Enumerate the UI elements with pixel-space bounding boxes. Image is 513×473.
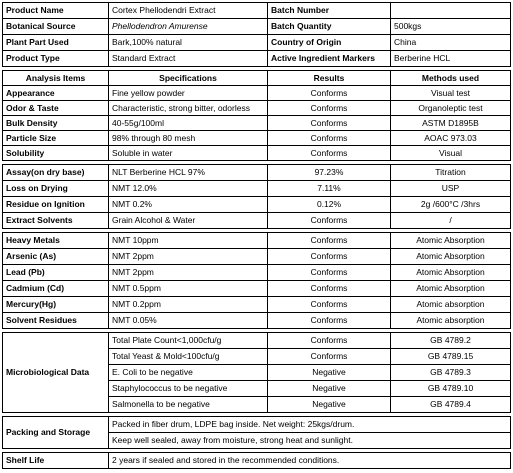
method: GB 4789.2 [391, 333, 511, 349]
specification: NLT Berberine HCL 97% [109, 165, 268, 181]
result: Conforms [268, 313, 391, 329]
analysis-item: Particle Size [3, 131, 109, 146]
method: Atomic Absorption [391, 233, 511, 249]
table-row [3, 233, 511, 249]
table-row [3, 333, 511, 349]
column-header-methods: Methods used [391, 71, 511, 86]
specification: NMT 0.05% [109, 313, 268, 329]
analysis-item: Odor & Taste [3, 101, 109, 116]
method: Atomic Absorption [391, 249, 511, 265]
table-row [3, 146, 511, 161]
method: Atomic Absorption [391, 281, 511, 297]
info-key: Botanical Source [3, 19, 109, 35]
result: 97.23% [268, 165, 391, 181]
packing-line-2: Keep well sealed, away from moisture, strong heat and sunlight. [109, 433, 511, 449]
info-key: Batch Number [268, 3, 391, 19]
info-value: Bark,100% natural [109, 35, 268, 51]
method: Visual [391, 146, 511, 161]
info-value [391, 3, 511, 19]
result: Negative [268, 397, 391, 413]
specification: NMT 0.5ppm [109, 281, 268, 297]
result: 0.12% [268, 197, 391, 213]
analysis-item: Solubility [3, 146, 109, 161]
analysis-item: Cadmium (Cd) [3, 281, 109, 297]
shelf-life-label: Shelf Life [3, 453, 109, 469]
analysis-item: Arsenic (As) [3, 249, 109, 265]
table-row [3, 101, 511, 116]
table-row [3, 249, 511, 265]
info-row [3, 51, 511, 67]
method: GB 4789.3 [391, 365, 511, 381]
analysis-item: Bulk Density [3, 116, 109, 131]
info-key: Plant Part Used [3, 35, 109, 51]
table-row [3, 86, 511, 101]
table-row [3, 213, 511, 229]
result: Negative [268, 365, 391, 381]
specification: NMT 0.2ppm [109, 297, 268, 313]
analysis-item: Heavy Metals [3, 233, 109, 249]
result: Conforms [268, 265, 391, 281]
table-row [3, 181, 511, 197]
specification: E. Coli to be negative [109, 365, 268, 381]
method: GB 4789.4 [391, 397, 511, 413]
table-row [3, 297, 511, 313]
analysis-item: Residue on Ignition [3, 197, 109, 213]
coa-document [2, 2, 510, 469]
method: AOAC 973.03 [391, 131, 511, 146]
specification: 98% through 80 mesh [109, 131, 268, 146]
specification: NMT 2ppm [109, 265, 268, 281]
column-header-row [3, 71, 511, 86]
table-row [3, 417, 511, 433]
table-row [3, 281, 511, 297]
method: USP [391, 181, 511, 197]
method: / [391, 213, 511, 229]
table-row [3, 131, 511, 146]
analysis-item: Mercury(Hg) [3, 297, 109, 313]
analysis-item: Extract Solvents [3, 213, 109, 229]
shelf-life-text: 2 years if sealed and stored in the recommended conditions. [109, 453, 511, 469]
table-row [3, 313, 511, 329]
specification: Fine yellow powder [109, 86, 268, 101]
method: Atomic absorption [391, 297, 511, 313]
table-row [3, 265, 511, 281]
specification: NMT 2ppm [109, 249, 268, 265]
info-value: Berberine HCL [391, 51, 511, 67]
info-value: Cortex Phellodendri Extract [109, 3, 268, 19]
result: Conforms [268, 297, 391, 313]
specification: Total Yeast & Mold<100cfu/g [109, 349, 268, 365]
result: 7.11% [268, 181, 391, 197]
table-row [3, 197, 511, 213]
analysis-item: Lead (Pb) [3, 265, 109, 281]
table-row [3, 165, 511, 181]
result: Conforms [268, 131, 391, 146]
analysis-item: Solvent Residues [3, 313, 109, 329]
specification: Grain Alcohol & Water [109, 213, 268, 229]
info-value: Standard Extract [109, 51, 268, 67]
column-header-items: Analysis Items [3, 71, 109, 86]
result: Conforms [268, 101, 391, 116]
result: Conforms [268, 116, 391, 131]
specification: NMT 10ppm [109, 233, 268, 249]
analysis-item: Assay(on dry base) [3, 165, 109, 181]
specification: Staphylococcus to be negative [109, 381, 268, 397]
result: Conforms [268, 146, 391, 161]
method: GB 4789.15 [391, 349, 511, 365]
info-value: 500kgs [391, 19, 511, 35]
table-row [3, 116, 511, 131]
result: Conforms [268, 233, 391, 249]
info-row [3, 19, 511, 35]
method: Titration [391, 165, 511, 181]
result: Conforms [268, 349, 391, 365]
result: Conforms [268, 249, 391, 265]
info-row [3, 3, 511, 19]
specification: NMT 0.2% [109, 197, 268, 213]
specification: Characteristic, strong bitter, odorless [109, 101, 268, 116]
specification: Salmonella to be negative [109, 397, 268, 413]
table-row [3, 453, 511, 469]
info-key: Active Ingredient Markers [268, 51, 391, 67]
column-header-specs: Specifications [109, 71, 268, 86]
analysis-item: Loss on Drying [3, 181, 109, 197]
specification: Soluble in water [109, 146, 268, 161]
method: GB 4789.10 [391, 381, 511, 397]
specification: 40-55g/100ml [109, 116, 268, 131]
result: Conforms [268, 333, 391, 349]
method: Atomic absorption [391, 313, 511, 329]
result: Negative [268, 381, 391, 397]
info-value: China [391, 35, 511, 51]
result: Conforms [268, 281, 391, 297]
info-key: Country of Origin [268, 35, 391, 51]
analysis-item: Appearance [3, 86, 109, 101]
micro-label: Microbiological Data [3, 333, 109, 413]
info-key: Product Type [3, 51, 109, 67]
specification: NMT 12.0% [109, 181, 268, 197]
result: Conforms [268, 86, 391, 101]
column-header-results: Results [268, 71, 391, 86]
info-key: Batch Quantity [268, 19, 391, 35]
method: Visual test [391, 86, 511, 101]
info-value: Phellodendron Amurense [109, 19, 268, 35]
coa-table [2, 2, 511, 469]
specification: Total Plate Count<1,000cfu/g [109, 333, 268, 349]
method: Organoleptic test [391, 101, 511, 116]
method: Atomic Absorption [391, 265, 511, 281]
method: 2g /600°C /3hrs [391, 197, 511, 213]
method: ASTM D1895B [391, 116, 511, 131]
packing-label: Packing and Storage [3, 417, 109, 449]
info-key: Product Name [3, 3, 109, 19]
result: Conforms [268, 213, 391, 229]
info-row [3, 35, 511, 51]
packing-line-1: Packed in fiber drum, LDPE bag inside. Net weight: 25kgs/drum. [109, 417, 511, 433]
